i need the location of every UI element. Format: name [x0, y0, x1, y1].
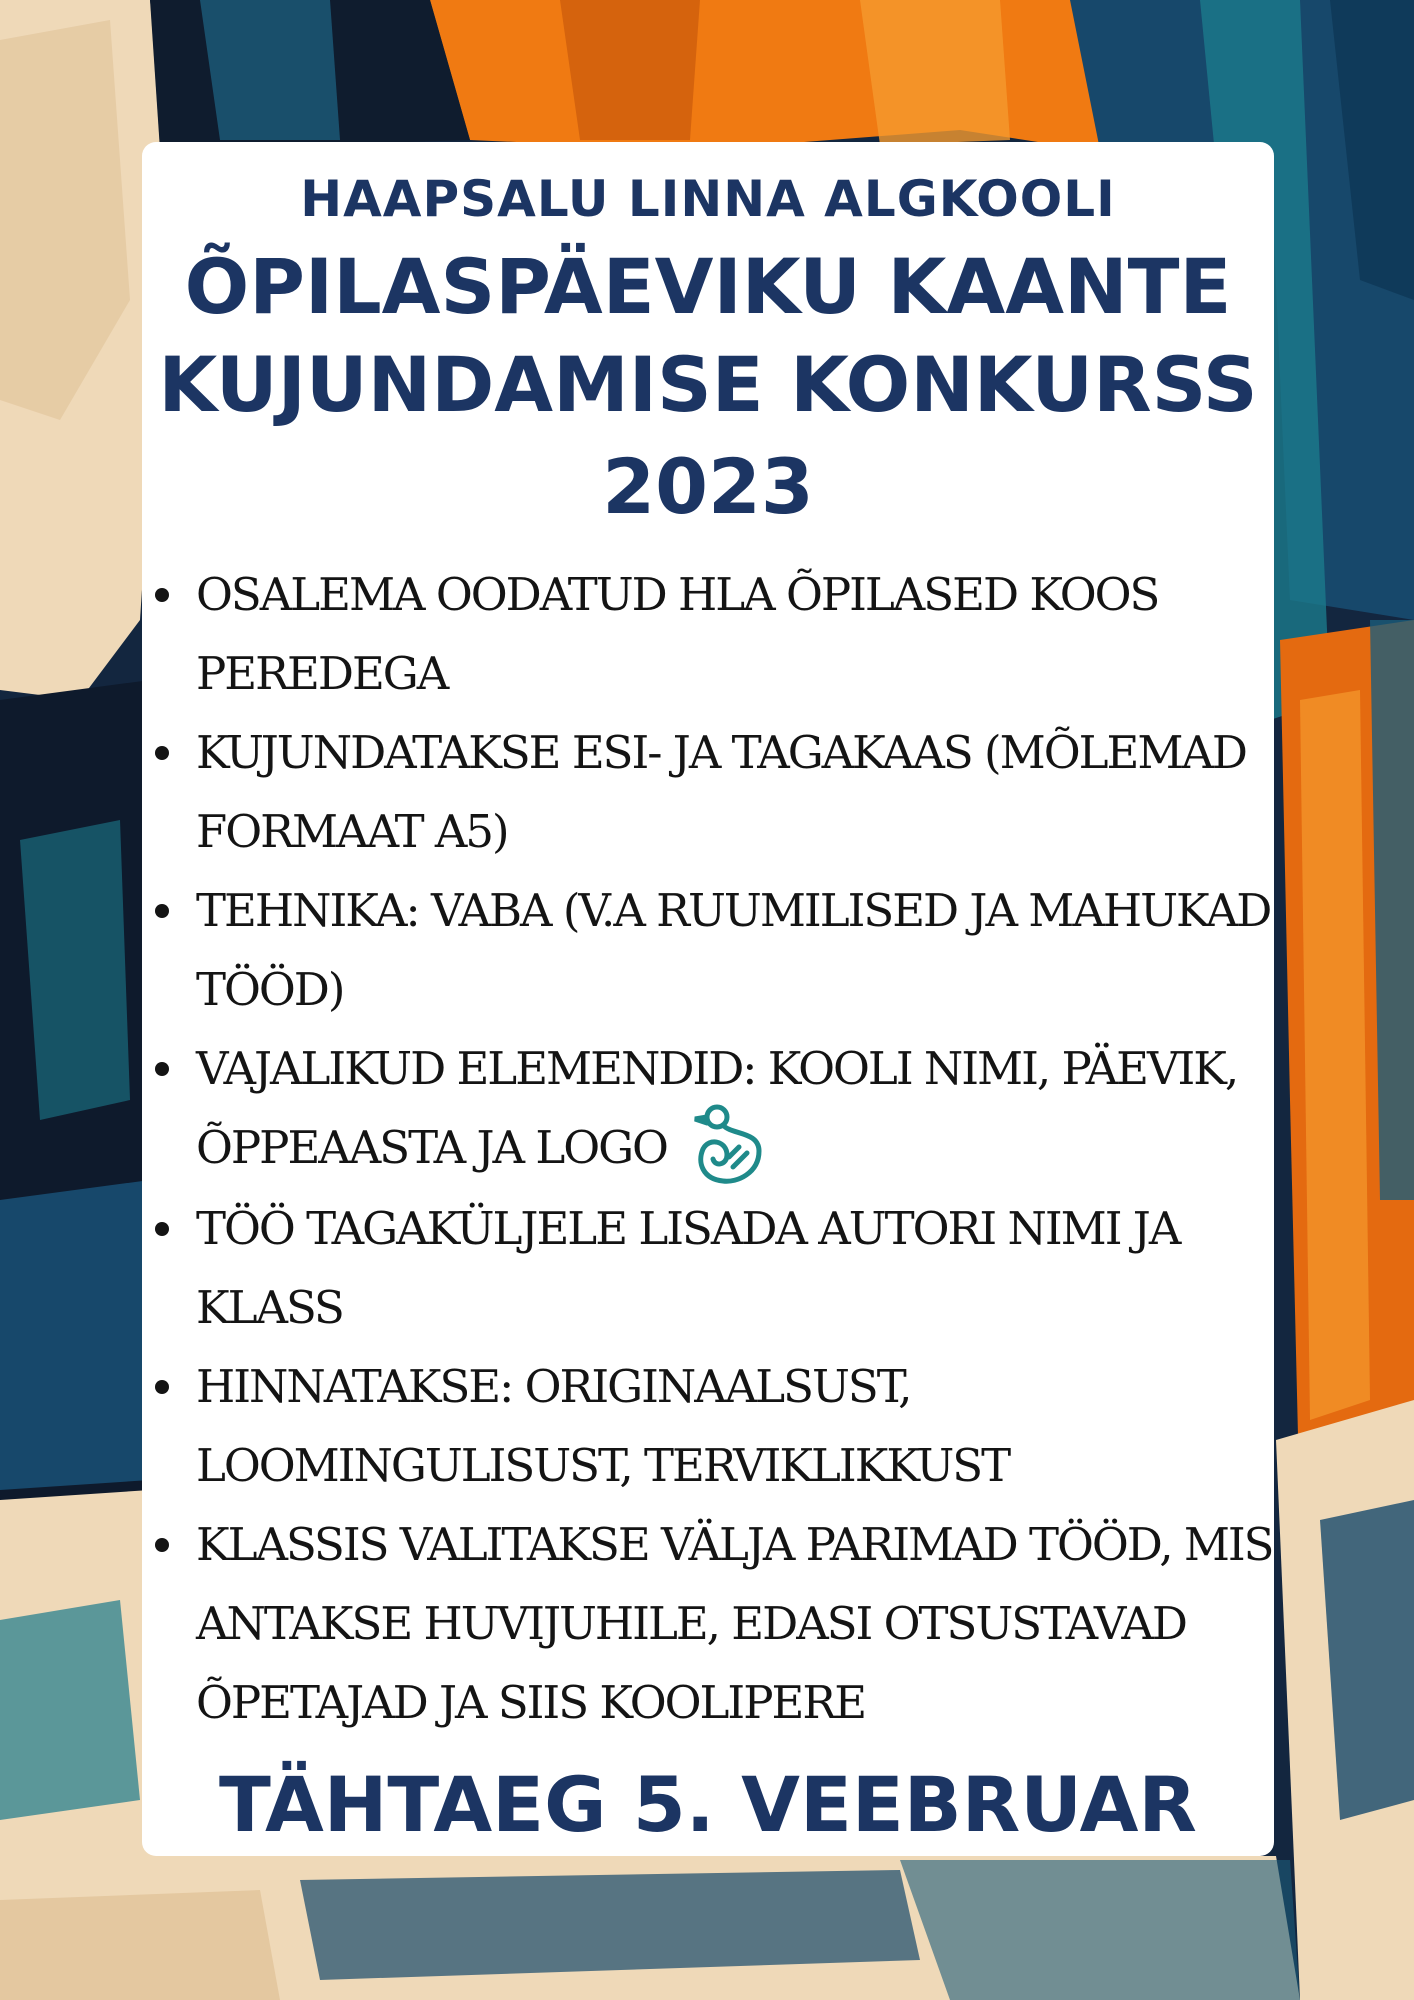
rule-item: [142, 1505, 1274, 1742]
rule-text: KUJUNDATAKSE ESI- JA TAGAKAAS (MÕLEMAD FORMAAT A5): [196, 726, 1246, 858]
info-card: [142, 142, 1274, 1856]
bullet-icon: [155, 904, 169, 918]
school-name: HAAPSALU LINNA ALGKOOLI: [300, 170, 1116, 228]
bullet-icon: [155, 1222, 169, 1236]
rule-text: TÖÖ TAGAKÜLJELE LISADA AUTORI NIMI JA KLASS: [196, 1201, 1180, 1334]
title-line-2: KUJUNDAMISE KONKURSS: [158, 340, 1258, 429]
rule-text: OSALEMA OODATUD HLA ÕPILASED KOOS PEREDEGA: [196, 568, 1159, 700]
rule-item: [142, 1347, 1274, 1505]
rule-text: TEHNIKA: VABA (V.A RUUMILISED JA MAHUKAD TÖÖD): [196, 884, 1271, 1016]
duck-logo-icon: [687, 1101, 767, 1189]
rules-list: [142, 555, 1274, 1742]
bullet-icon: [155, 746, 169, 760]
rule-item: [142, 1189, 1274, 1347]
rule-text: KLASSIS VALITAKSE VÄLJA PARIMAD TÖÖD, MIS ANTAKSE HUVIJUHILE, EDASI OTSUSTAVAD ÕPETAJAD JA SIIS KOOLIPERE: [196, 1517, 1273, 1729]
bullet-icon: [155, 1062, 169, 1076]
rule-item: [142, 555, 1274, 713]
rule-text: HINNATAKSE: ORIGINAALSUST, LOOMINGULISUST, TERVIKLIKKUST: [196, 1359, 1010, 1492]
rule-item: [142, 1029, 1274, 1189]
title-line-1: ÕPILASPÄEVIKU KAANTE: [184, 242, 1232, 331]
rule-text: VAJALIKUD ELEMENDID: KOOLI NIMI, PÄEVIK, ÕPPEAASTA JA LOGO: [196, 1042, 1238, 1174]
bullet-icon: [155, 1380, 169, 1394]
rule-item: [142, 871, 1274, 1029]
title-year: 2023: [602, 442, 814, 531]
bullet-icon: [155, 588, 169, 602]
rule-item: [142, 713, 1274, 871]
bullet-icon: [155, 1538, 169, 1552]
deadline: TÄHTAEG 5. VEEBRUAR: [219, 1760, 1197, 1849]
